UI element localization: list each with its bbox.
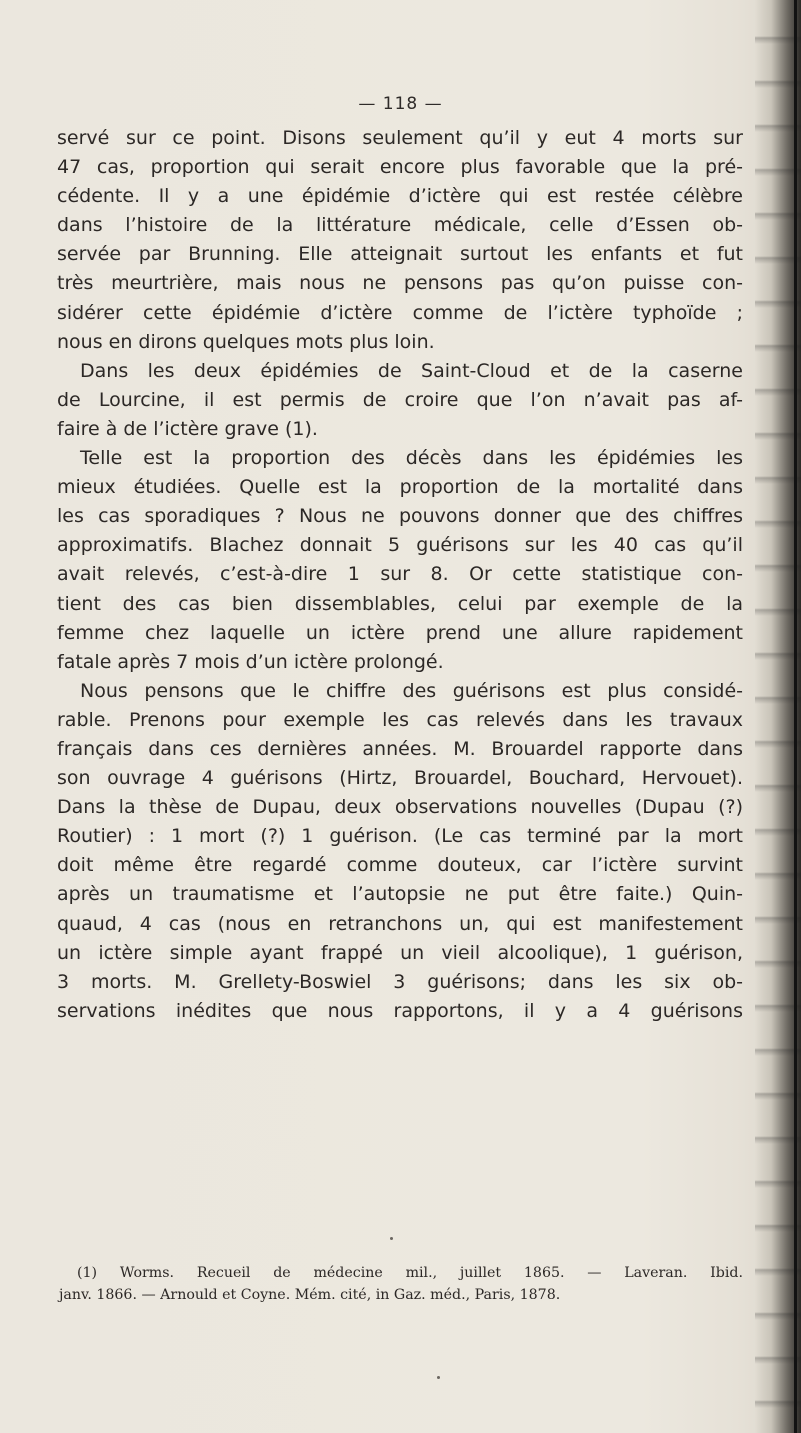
- text-line: Nous pensons que le chiffre des guérisons est plus considé-: [80, 679, 743, 702]
- text-line: dans l’histoire de la littérature médicale, celle d’Essen ob-: [57, 214, 743, 237]
- text-line: tient des cas bien dissemblables, celui par exemple de la: [57, 592, 743, 615]
- text-line: mieux étudiées. Quelle est la proportion de la mortalité dans: [57, 476, 743, 499]
- footnotes: [59, 1262, 743, 1306]
- text-line: doit même être regardé comme douteux, car l’ictère survint: [57, 854, 743, 877]
- text-line: français dans ces dernières années. M. Brouardel rapporte dans: [57, 737, 743, 760]
- text-line: avait relevés, c’est-à-dire 1 sur 8. Or cette statistique con-: [57, 563, 743, 586]
- page-number: — 118 —: [358, 94, 443, 114]
- text-line: fatale après 7 mois d’un ictère prolongé.: [57, 650, 444, 673]
- text-line: servée par Brunning. Elle atteignait surtout les enfants et fut: [57, 243, 743, 266]
- text-line: les cas sporadiques ? Nous ne pouvons donner que des chiffres: [57, 505, 743, 528]
- footnote-line: janv. 1866. — Arnould et Coyne. Mém. cité, in Gaz. méd., Paris, 1878.: [59, 1287, 561, 1303]
- binding-shadow-line: [794, 0, 797, 1433]
- text-line: femme chez laquelle un ictère prend une allure rapidement: [57, 621, 743, 644]
- text-line: sidérer cette épidémie d’ictère comme de l’ictère typhoïde ;: [57, 301, 743, 324]
- body-text: [57, 124, 743, 1026]
- footnote-line: (1) Worms. Recueil de médecine mil., juillet 1865. — Laveran. Ibid.: [77, 1265, 743, 1281]
- paper-speck: [390, 1237, 393, 1240]
- paper-speck: [437, 1376, 440, 1379]
- text-line: Telle est la proportion des décès dans les épidémies les: [80, 447, 743, 470]
- text-line: Routier) : 1 mort (?) 1 guérison. (Le cas terminé par la mort: [57, 825, 743, 848]
- text-line: un ictère simple ayant frappé un vieil alcoolique), 1 guérison,: [57, 941, 743, 964]
- text-line: très meurtrière, mais nous ne pensons pas qu’on puisse con-: [57, 272, 743, 295]
- text-line: de Lourcine, il est permis de croire que l’on n’avait pas af-: [57, 388, 743, 411]
- text-line: son ouvrage 4 guérisons (Hirtz, Brouardel, Bouchard, Hervouet).: [57, 767, 743, 790]
- text-line: cédente. Il y a une épidémie d’ictère qui est restée célèbre: [57, 185, 743, 208]
- text-line: rable. Prenons pour exemple les cas relevés dans les travaux: [57, 708, 743, 731]
- text-line: servations inédites que nous rapportons, il y a 4 guérisons: [57, 999, 743, 1022]
- text-line: quaud, 4 cas (nous en retranchons un, qui est manifestement: [57, 912, 743, 935]
- text-line: Dans les deux épidémies de Saint-Cloud et de la caserne: [80, 359, 743, 382]
- text-line: après un traumatisme et l’autopsie ne put être faite.) Quin-: [57, 883, 743, 906]
- text-line: 47 cas, proportion qui serait encore plus favorable que la pré-: [57, 156, 743, 179]
- text-line: nous en dirons quelques mots plus loin.: [57, 330, 435, 353]
- text-line: 3 morts. M. Grellety-Boswiel 3 guérisons; dans les six ob-: [57, 970, 743, 993]
- text-line: faire à de l’ictère grave (1).: [57, 417, 318, 440]
- text-line: approximatifs. Blachez donnait 5 guérisons sur les 40 cas qu’il: [57, 534, 743, 557]
- text-line: Dans la thèse de Dupau, deux observations nouvelles (Dupau (?): [57, 796, 743, 819]
- text-line: servé sur ce point. Disons seulement qu’il y eut 4 morts sur: [57, 127, 743, 149]
